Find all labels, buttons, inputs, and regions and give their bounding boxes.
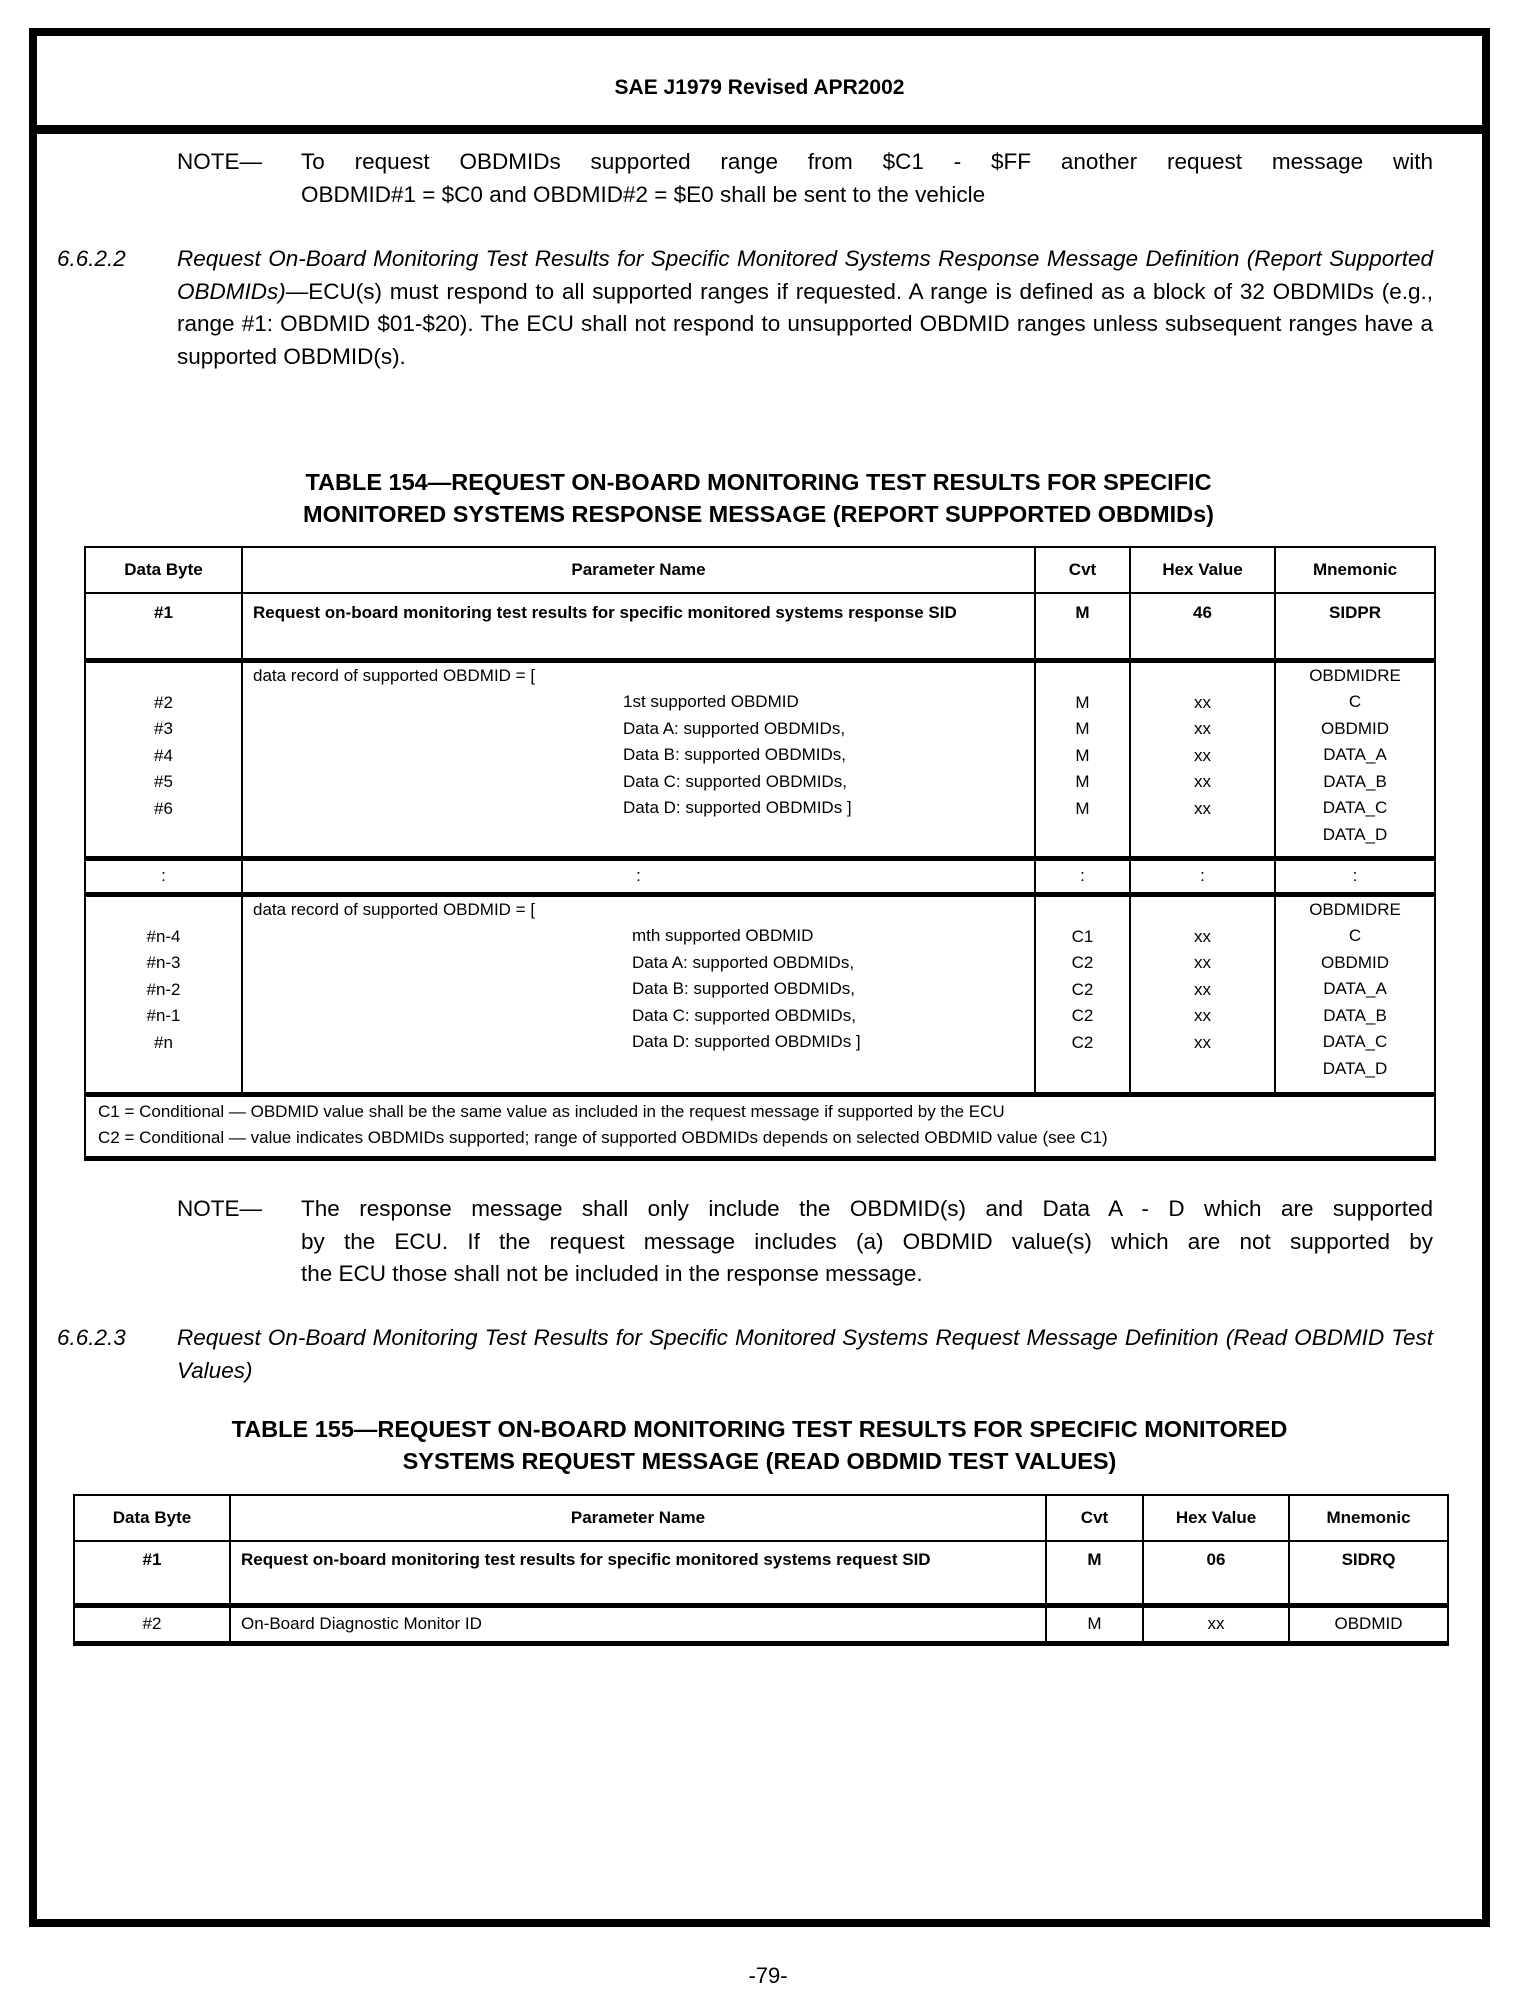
cvt-value: M xyxy=(1075,692,1090,712)
mnemonic-line: DATA_D xyxy=(1322,824,1388,844)
data-byte-cell: #2 xyxy=(74,1605,230,1643)
cvt-value: M xyxy=(1075,719,1090,738)
record-label: data record of supported OBDMID = [ xyxy=(253,665,536,685)
mnemonic-line: OBDMIDRE xyxy=(1309,665,1401,685)
table-155-title xyxy=(73,1413,1446,1477)
section-body: —ECU(s) must respond to all supported ranges if requested. A range is defined as a block of 32 OBDMIDs (e.g., range #1: OBDMID $01-$20). The ECU shall not respond to unsupported OBDMID ranges unless subsequent ranges have a supported OBDMID(s). xyxy=(177,278,1433,369)
data-byte-cell: #1 xyxy=(74,1541,230,1605)
cvt-cell: M xyxy=(1046,1541,1143,1605)
mnemonic-cell: SIDRQ xyxy=(1289,1541,1448,1605)
parameter-name: Data D: supported OBDMIDs ] xyxy=(632,1032,861,1051)
parameter-name-cell xyxy=(242,660,1035,858)
hex-value: xx xyxy=(1194,798,1211,818)
hex-value: xx xyxy=(1194,745,1211,765)
note-label: NOTE— xyxy=(177,1196,263,1221)
mnemonic-line: OBDMID xyxy=(1321,718,1389,738)
mnemonic-cell: OBDMID xyxy=(1289,1605,1448,1643)
table-155 xyxy=(73,1494,1449,1646)
ellipsis-cell: : xyxy=(242,858,1035,894)
hex-value: xx xyxy=(1194,953,1211,972)
mnemonic-line: C xyxy=(1348,926,1362,945)
cvt-value: C2 xyxy=(1071,979,1094,999)
data-byte: #2 xyxy=(154,692,173,712)
cvt-value: M xyxy=(1075,745,1090,765)
mnemonic-line: DATA_D xyxy=(1322,1058,1388,1078)
table-title-line: TABLE 154—REQUEST ON-BOARD MONITORING TEST RESULTS FOR SPECIFIC xyxy=(305,469,1212,495)
ellipsis-row xyxy=(85,858,1435,894)
ellipsis-cell: : xyxy=(1035,858,1130,894)
parameter-name-cell: Request on-board monitoring test results for specific monitored systems response SID xyxy=(242,593,1035,660)
mnemonic-cell: SIDPR xyxy=(1275,593,1435,660)
hex-value: xx xyxy=(1194,1006,1211,1025)
data-byte: #n-1 xyxy=(146,1006,181,1025)
column-header: Data Byte xyxy=(85,547,242,593)
footnote-row xyxy=(85,1094,1435,1158)
parameter-name: mth supported OBDMID xyxy=(632,926,814,945)
data-byte-cell: #1 xyxy=(85,593,242,660)
data-byte: #n-2 xyxy=(146,979,181,999)
parameter-name-cell xyxy=(242,894,1035,1094)
table-title-line: MONITORED SYSTEMS RESPONSE MESSAGE (REPORT SUPPORTED OBDMIDs) xyxy=(303,501,1214,527)
section-paragraph xyxy=(177,243,1433,373)
table-row xyxy=(74,1605,1448,1643)
mnemonic-line: DATA_B xyxy=(1323,1005,1387,1025)
table-row-group xyxy=(85,894,1435,1094)
section-paragraph xyxy=(177,1322,1433,1387)
mnemonic-cell xyxy=(1275,894,1435,1094)
section-number: 6.6.2.2 xyxy=(57,246,126,271)
table-header-row xyxy=(85,547,1435,593)
note-line: OBDMID#1 = $C0 and OBDMID#2 = $E0 shall be sent to the vehicle xyxy=(301,181,986,207)
record-label: data record of supported OBDMID = [ xyxy=(253,899,536,919)
table-154 xyxy=(84,546,1436,1161)
mnemonic-line: DATA_B xyxy=(1323,771,1387,791)
mnemonic-cell xyxy=(1275,660,1435,858)
mnemonic-line: OBDMID xyxy=(1321,952,1389,972)
parameter-name-cell: On-Board Diagnostic Monitor ID xyxy=(230,1605,1046,1643)
note-label: NOTE— xyxy=(177,149,263,174)
page-number: -79- xyxy=(748,1963,788,1988)
parameter-name: Data A: supported OBDMIDs, xyxy=(623,718,846,738)
cvt-value: M xyxy=(1075,772,1090,791)
data-byte: #n xyxy=(154,1032,173,1052)
document-header-title: SAE J1979 Revised APR2002 xyxy=(614,76,905,99)
footnote: C2 = Conditional — value indicates OBDMIDs supported; range of supported OBDMIDs depends on selected OBDMID value (see C1) xyxy=(98,1128,1108,1147)
hex-value-cell xyxy=(1130,660,1275,858)
hex-value: xx xyxy=(1194,1032,1211,1052)
column-header: Hex Value xyxy=(1143,1495,1289,1541)
cvt-value: C2 xyxy=(1071,1032,1094,1052)
table-header-row xyxy=(74,1495,1448,1541)
parameter-name: Data C: supported OBDMIDs, xyxy=(632,1005,856,1025)
section-number: 6.6.2.3 xyxy=(57,1325,126,1350)
cvt-value: C2 xyxy=(1071,1006,1094,1025)
parameter-name: Data D: supported OBDMIDs ] xyxy=(623,798,852,817)
data-byte: #3 xyxy=(154,719,173,738)
mnemonic-line: DATA_A xyxy=(1323,979,1387,998)
hex-value: xx xyxy=(1194,926,1211,946)
parameter-name: 1st supported OBDMID xyxy=(623,692,799,711)
table-row xyxy=(85,593,1435,660)
hex-value: xx xyxy=(1194,772,1211,791)
column-header: Mnemonic xyxy=(1289,1495,1448,1541)
mnemonic-line: C xyxy=(1348,692,1362,711)
table-row xyxy=(74,1541,1448,1605)
column-header: Cvt xyxy=(1035,547,1130,593)
hex-value-cell: 06 xyxy=(1143,1541,1289,1605)
ellipsis-cell: : xyxy=(85,858,242,894)
footnote: C1 = Conditional — OBDMID value shall be the same value as included in the request message if supported by the ECU xyxy=(98,1101,1005,1121)
column-header: Parameter Name xyxy=(242,547,1035,593)
parameter-name: Data B: supported OBDMIDs, xyxy=(632,979,855,998)
column-header: Data Byte xyxy=(74,1495,230,1541)
section-title: Request On-Board Monitoring Test Results for Specific Monitored Systems Request Message Definition (Read OBDMID Test Values) xyxy=(177,1325,1433,1383)
parameter-name: Data C: supported OBDMIDs, xyxy=(623,771,847,791)
mnemonic-line: DATA_C xyxy=(1322,1032,1388,1051)
hex-value-cell xyxy=(1130,894,1275,1094)
column-header: Cvt xyxy=(1046,1495,1143,1541)
hex-value: xx xyxy=(1194,979,1211,999)
data-byte: #6 xyxy=(154,798,173,818)
cvt-value: C1 xyxy=(1071,926,1094,946)
column-header: Parameter Name xyxy=(230,1495,1046,1541)
parameter-name-cell: Request on-board monitoring test results for specific monitored systems request SID xyxy=(230,1541,1046,1605)
data-byte: #4 xyxy=(154,745,173,765)
data-byte-cell xyxy=(85,660,242,858)
data-byte: #n-4 xyxy=(146,926,181,946)
cvt-cell xyxy=(1035,660,1130,858)
cvt-cell xyxy=(1035,894,1130,1094)
table-row-group xyxy=(85,660,1435,858)
data-byte-cell xyxy=(85,894,242,1094)
ellipsis-cell: : xyxy=(1275,858,1435,894)
table-title-line: SYSTEMS REQUEST MESSAGE (READ OBDMID TEST VALUES) xyxy=(402,1448,1117,1474)
table-154-title xyxy=(84,466,1433,530)
data-byte: #5 xyxy=(154,772,173,791)
data-byte: #n-3 xyxy=(146,953,181,972)
ellipsis-cell: : xyxy=(1130,858,1275,894)
column-header: Hex Value xyxy=(1130,547,1275,593)
section-title: Request On-Board Monitoring Test Results for Specific Monitored Systems Response Message Definition (Report Supported OBDMIDs) xyxy=(177,246,1433,304)
note-body xyxy=(301,146,1433,211)
table-title-line: TABLE 155—REQUEST ON-BOARD MONITORING TEST RESULTS FOR SPECIFIC MONITORED xyxy=(231,1416,1288,1442)
mnemonic-line: DATA_C xyxy=(1322,798,1388,817)
hex-value: xx xyxy=(1194,719,1211,738)
footnote-cell xyxy=(85,1094,1435,1158)
note-line: the ECU those shall not be included in the response message. xyxy=(301,1261,923,1286)
parameter-name: Data B: supported OBDMIDs, xyxy=(623,745,846,764)
note-body xyxy=(301,1193,1433,1291)
cvt-value: M xyxy=(1075,798,1090,818)
parameter-name: Data A: supported OBDMIDs, xyxy=(632,952,855,972)
note-line: by the ECU. If the request message includes (a) OBDMID value(s) which are not supported by xyxy=(301,1228,1433,1254)
column-header: Mnemonic xyxy=(1275,547,1435,593)
note-line: To request OBDMIDs supported range from $C1 - $FF another request message with xyxy=(301,149,1433,174)
hex-value-cell: xx xyxy=(1143,1605,1289,1643)
cvt-cell: M xyxy=(1046,1605,1143,1643)
mnemonic-line: OBDMIDRE xyxy=(1309,899,1401,919)
mnemonic-line: DATA_A xyxy=(1323,745,1387,764)
hex-value: xx xyxy=(1194,692,1211,712)
note-line: The response message shall only include the OBDMID(s) and Data A - D which are supported xyxy=(301,1196,1433,1221)
header-separator xyxy=(29,125,1490,134)
cvt-value: C2 xyxy=(1071,953,1094,972)
hex-value-cell: 46 xyxy=(1130,593,1275,660)
cvt-cell: M xyxy=(1035,593,1130,660)
